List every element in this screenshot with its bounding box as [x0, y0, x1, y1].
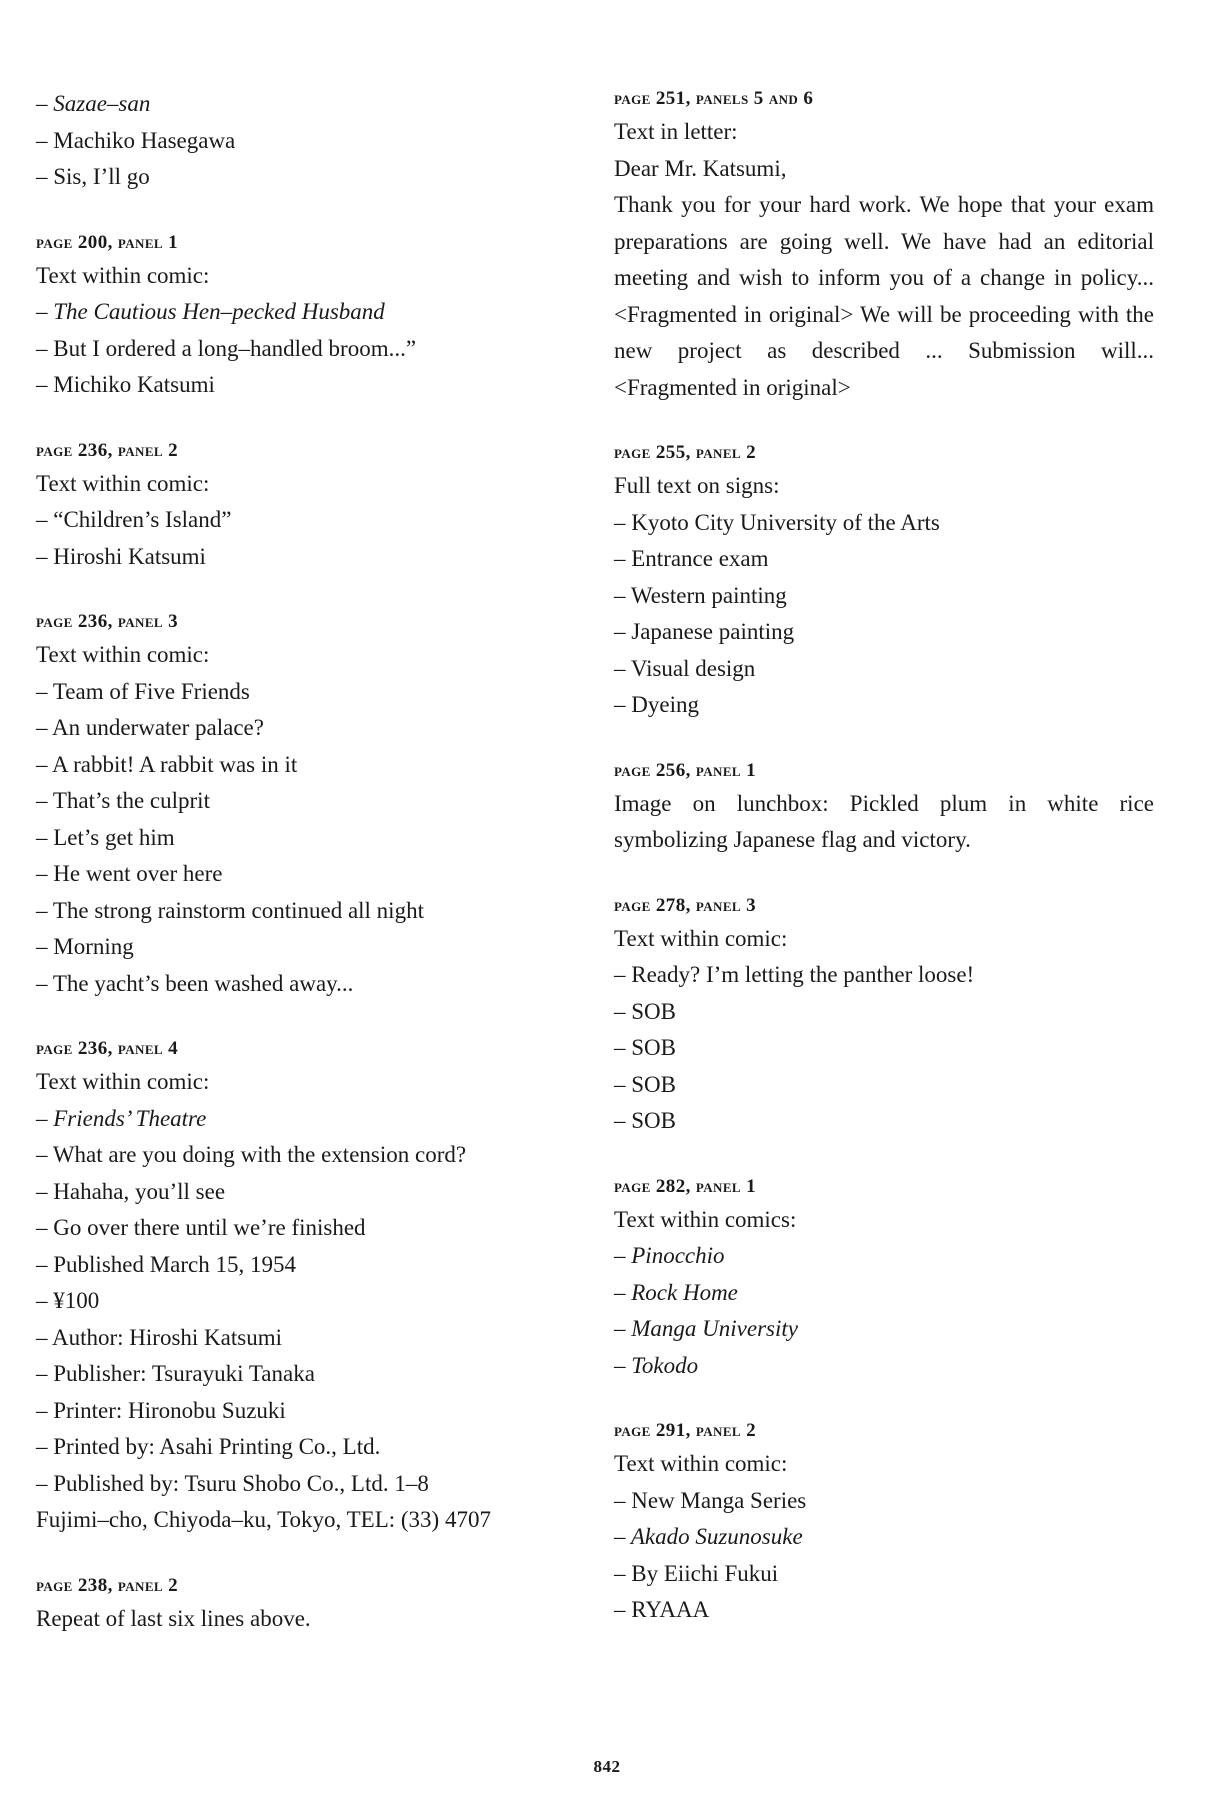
text-line: Text in letter: — [614, 119, 738, 144]
page-number: 842 — [593, 1757, 621, 1776]
note-section — [36, 86, 576, 196]
text-line: – Printed by: Asahi Printing Co., Ltd. — [36, 1434, 381, 1459]
text-line: Text within comics: — [614, 1206, 797, 1232]
text-line: – ¥100 — [36, 1288, 100, 1313]
text-line: Text within comic: — [614, 925, 788, 951]
text-line: – That’s the culprit — [36, 788, 210, 813]
section-heading: page 200, panel 1 — [36, 231, 179, 253]
text-line: – SOB — [614, 1071, 676, 1097]
text-line: – SOB — [614, 998, 676, 1024]
text-line: – Manga University — [614, 1316, 798, 1341]
text-line: – Hiroshi Katsumi — [36, 543, 206, 569]
section-heading: page 236, panel 2 — [36, 439, 179, 461]
text-line: Fujimi–cho, Chiyoda–ku, Tokyo, TEL: (33) 4707 — [36, 1507, 491, 1532]
note-section — [614, 758, 1154, 859]
note-section — [36, 1036, 576, 1539]
text-line: – Morning — [36, 934, 134, 959]
text-line: Text within comic: — [36, 262, 210, 288]
left-column — [36, 86, 576, 1671]
text-line: – The Cautious Hen–pecked Husband — [36, 299, 385, 324]
text-line: – Author: Hiroshi Katsumi — [36, 1324, 282, 1350]
section-heading: page 255, panel 2 — [614, 442, 757, 463]
text-line: – He went over here — [36, 861, 223, 886]
text-line: Text within comic: — [36, 470, 210, 496]
text-line: – But I ordered a long–handled broom...” — [36, 335, 417, 361]
text-line: – Dyeing — [614, 692, 699, 717]
text-line: – An underwater palace? — [36, 715, 264, 740]
note-section — [36, 1573, 576, 1638]
text-line: – What are you doing with the extension cord? — [36, 1142, 467, 1167]
text-line: Text within comic: — [614, 1451, 788, 1476]
text-line: – SOB — [614, 1035, 676, 1060]
text-line: – Entrance exam — [614, 546, 769, 571]
text-line: – Published by: Tsuru Shobo Co., Ltd. 1–8 — [36, 1470, 429, 1496]
section-heading: page 251, panels 5 and 6 — [614, 88, 814, 109]
text-line: Full text on signs: — [614, 473, 780, 498]
section-heading: page 236, panel 3 — [36, 611, 179, 632]
note-section — [614, 893, 1154, 1140]
note-section — [614, 86, 1154, 406]
text-line: – Japanese painting — [614, 619, 795, 644]
note-section — [36, 438, 576, 576]
section-heading: page 278, panel 3 — [614, 894, 757, 916]
text-line: Dear Mr. Katsumi, — [614, 155, 787, 181]
text-line: – Team of Five Friends — [36, 678, 250, 704]
text-line: – Kyoto City University of the Arts — [614, 509, 940, 535]
text-line: – Sis, I’ll go — [36, 164, 150, 189]
text-line: – The yacht’s been washed away... — [36, 970, 354, 996]
text-line: – Michiko Katsumi — [36, 372, 215, 397]
text-line: – Friends’ Theatre — [36, 1105, 207, 1131]
text-line: Repeat of last six lines above. — [36, 1605, 311, 1631]
text-line: Text within comic: — [36, 1069, 210, 1094]
text-line: – New Manga Series — [614, 1487, 807, 1513]
text-line: – Hahaha, you’ll see — [36, 1178, 226, 1204]
text-line: – RYAAA — [614, 1597, 710, 1622]
right-column — [614, 86, 1154, 1663]
note-section — [614, 440, 1154, 724]
text-line: – Visual design — [614, 655, 756, 681]
text-line: – By Eiichi Fukui — [614, 1560, 779, 1586]
text-line: – Let’s get him — [36, 824, 175, 850]
section-heading: page 238, panel 2 — [36, 1574, 179, 1596]
note-section — [614, 1174, 1154, 1385]
text-line: – Published March 15, 1954 — [36, 1251, 297, 1277]
text-line: – “Children’s Island” — [36, 507, 232, 532]
text-line: – Go over there until we’re finished — [36, 1215, 366, 1240]
text-line: – Sazae–san — [36, 91, 151, 116]
note-section — [36, 609, 576, 1002]
section-heading: page 236, panel 4 — [36, 1038, 179, 1059]
text-line: – Ready? I’m letting the panther loose! — [614, 962, 975, 987]
text-line: – Machiko Hasegawa — [36, 127, 236, 153]
text-line: – Printer: Hironobu Suzuki — [36, 1397, 286, 1423]
text-line: – Rock Home — [614, 1279, 738, 1305]
text-line: – Tokodo — [614, 1352, 699, 1378]
section-heading: page 291, panel 2 — [614, 1420, 757, 1441]
section-heading: page 282, panel 1 — [614, 1175, 757, 1197]
text-line: Text within comic: — [36, 642, 210, 667]
text-line: Image on lunchbox: Pickled plum in white rice symbolizing Japanese flag and victory. — [614, 790, 1154, 852]
note-section — [614, 1418, 1154, 1629]
text-line: – SOB — [614, 1108, 676, 1133]
text-line: – Western painting — [614, 582, 787, 608]
text-line: – Pinocchio — [614, 1243, 725, 1268]
note-section — [36, 230, 576, 404]
text-line: – Publisher: Tsurayuki Tanaka — [36, 1361, 315, 1386]
text-line: – Akado Suzunosuke — [614, 1524, 803, 1549]
section-heading: page 256, panel 1 — [614, 759, 757, 781]
text-line: – The strong rainstorm continued all night — [36, 897, 424, 923]
text-line: Thank you for your hard work. We hope that your exam preparations are going well. We have had an editorial meeting and wish to inform you of a change in policy...<Fragmented in original> We will be proceeding with the new project as described ... Submission will... <Fragmented in original> — [614, 192, 1154, 400]
text-line: – A rabbit! A rabbit was in it — [36, 751, 298, 777]
